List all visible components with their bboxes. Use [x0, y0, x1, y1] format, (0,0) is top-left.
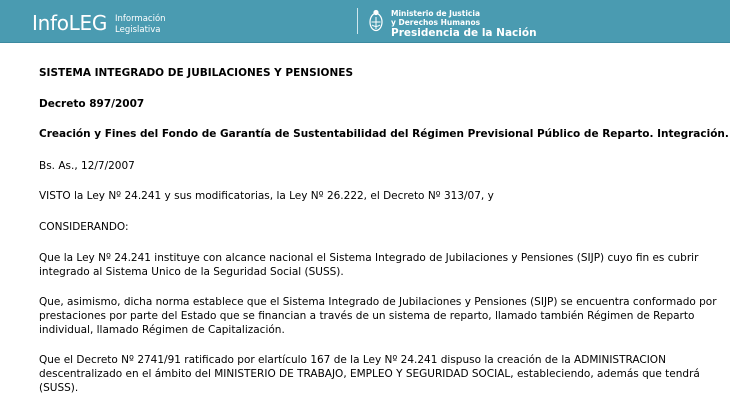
considerando-label: CONSIDERANDO: [39, 221, 129, 233]
paragraph-1-line-2: integrado al Sistema Unico de la Seguridad Social (SUSS). [39, 266, 344, 278]
paragraph-2-line-2: prestaciones por parte del Estado que se financian a través de un sistema de reparto, llamado también Régimen de Reparto [39, 310, 695, 322]
paragraph-3-line-2: descentralizado en el ámbito del MINISTERIO DE TRABAJO, EMPLEO Y SEGURIDAD SOCIAL, estableciendo, además que tendrá [39, 368, 700, 380]
document-heading: SISTEMA INTEGRADO DE JUBILACIONES Y PENSIONES [39, 67, 354, 79]
ministry-line3: Presidencia de la Nación [391, 27, 537, 39]
ministry-line1: Ministerio de Justicia [391, 9, 481, 18]
paragraph-2-line-1: Que, asimismo, dicha norma establece que el Sistema Integrado de Jubilaciones y Pensiones (SIJP) se encuentra conformado por [39, 296, 717, 308]
paragraph-2-line-3: individual, llamado Régimen de Capitalización. [39, 324, 285, 336]
place-date: Bs. As., 12/7/2007 [39, 160, 135, 172]
infoleg-logo[interactable]: InfoLEG [32, 11, 108, 35]
logo-subtitle-line2: Legislativa [115, 24, 161, 35]
visto-paragraph: VISTO la Ley Nº 24.241 y sus modificatorias, la Ley Nº 26.222, el Decreto Nº 313/07, y [39, 190, 494, 202]
decree-number: Decreto 897/2007 [39, 98, 145, 110]
document-body [39, 0, 730, 411]
paragraph-3-line-1: Que el Decreto Nº 2741/91 ratificado por elartículo 167 de la Ley Nº 24.241 dispuso la creación de la ADMINISTRACION [39, 354, 666, 366]
paragraph-1-line-1: Que la Ley Nº 24.241 instituye con alcance nacional el Sistema Integrado de Jubilaciones y Pensiones (SIJP) cuyo fin es cubrir [39, 252, 699, 264]
decree-subject: Creación y Fines del Fondo de Garantía de Sustentabilidad del Régimen Previsional Público de Reparto. Integración. [39, 128, 729, 140]
paragraph-3-line-3: (SUSS). [39, 382, 79, 394]
ministry-line2: y Derechos Humanos [391, 17, 481, 27]
logo-subtitle-line1: Información [115, 14, 166, 24]
